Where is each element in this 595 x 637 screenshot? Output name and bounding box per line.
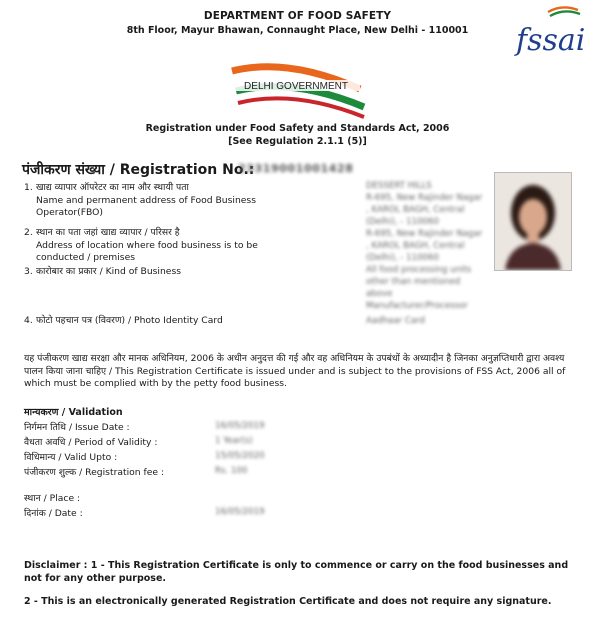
validity-period-value: 1 Year(s) [215,436,253,446]
item-hindi: खाद्य व्यापार ऑपरेटर का नाम और स्थायी पता [36,182,189,193]
item-hindi: स्थान का पता जहां खाद्य व्यापार / परिसर है [36,227,180,238]
kind-of-business-value: All food processing units other than mentioned above Manufacturer/Processor [366,265,472,311]
registration-no-value: 23319001001428 [238,162,354,175]
registration-fee-value: Rs. 100 [215,466,248,476]
registration-no-label: पंजीकरण संख्या / Registration No.: [22,162,255,178]
item-fbo-name: 1. खाद्य व्यापार ऑपरेटर का नाम और स्थायी पता Name and permanent address of Food Business Operator(FBO) [24,182,286,220]
registration-fee-label: पंजीकरण शुल्क / Registration fee : [24,467,165,478]
item-hindi: फोटो पहचान पत्र (विवरण) / Photo Identity Card [36,315,223,326]
department-address: 8th Floor, Mayur Bhawan, Connaught Place, New Delhi - 110001 [126,25,469,36]
item-hindi: कारोबार का प्रकार / [36,266,103,277]
statement-paragraph: यह पंजीकरण खाद्य सरक्षा और मानक अधिनियम, 2006 के अधीन अनुदत्त की गई और वह अधिनियम के उपबंधों के अध्यादीन है जिनका अनुज्ञप्तिधारी द्वारा अवश्य पालन किया जाना चाहिए / This Registration Certificate is issued under and is subject to the provisions of FSS Act, 2006 all of which must be complied with by the petty food business. [24,353,566,389]
validity-period-label: वैधता अवधि / Period of Validity : [24,437,158,448]
validation-heading: मान्यकरण / Validation [24,407,123,418]
item-premises: 2. स्थान का पता जहां खाद्य व्यापार / परिसर है Address of location where food business is to be conducted / premises [24,227,286,265]
regulation-ref: [See Regulation 2.1.1 (5)] [228,136,367,147]
photo-id-value: Aadhaar Card [366,316,425,326]
emblem-text: DELHI GOVERNMENT [244,81,348,92]
item-english: Address of location where food business is to be conducted / premises [36,239,258,263]
delhi-government-emblem [228,59,368,121]
item-english: Name and permanent address of Food Business Operator(FBO) [36,194,256,218]
fssai-logo [496,4,586,58]
item-photo-id: 4. फोटो पहचान पत्र (विवरण) / Photo Identity Card [24,315,223,326]
disclaimer-2: 2 - This is an electronically generated Registration Certificate and does not require any signature. [24,596,552,607]
valid-upto-value: 15/05/2020 [215,451,265,461]
date-label: दिनांक / Date : [24,508,83,519]
issue-date-value: 16/05/2019 [215,421,265,431]
date-value: 16/05/2019 [215,507,265,517]
department-title: DEPARTMENT OF FOOD SAFETY [203,10,392,22]
place-label: स्थान / Place : [24,493,81,504]
fbo-name-value: DESSERT HILLS R-695, New Rajinder Nagar , KAROL BAGH, Central (Delhi), - 110060 [366,181,483,227]
disclaimer-1: Disclaimer : 1 - This Registration Certificate is only to commence or carry on the food businesses and not for any other purpose. [24,560,569,584]
person-silhouette-icon [495,173,571,270]
valid-upto-label: विधिमान्य / Valid Upto : [24,452,118,463]
registration-act: Registration under Food Safety and Standards Act, 2006 [145,123,450,134]
premises-value: R-695, New Rajinder Nagar , KAROL BAGH, Central (Delhi), - 110060 [366,229,483,263]
item-kind-of-business: 3. कारोबार का प्रकार / Kind of Business [24,266,182,277]
applicant-photo [494,172,572,271]
issue-date-label: निर्गमन तिथि / Issue Date : [24,422,130,433]
item-english: Kind of Business [105,266,182,277]
fssai-logo-text: fssai [516,23,586,58]
